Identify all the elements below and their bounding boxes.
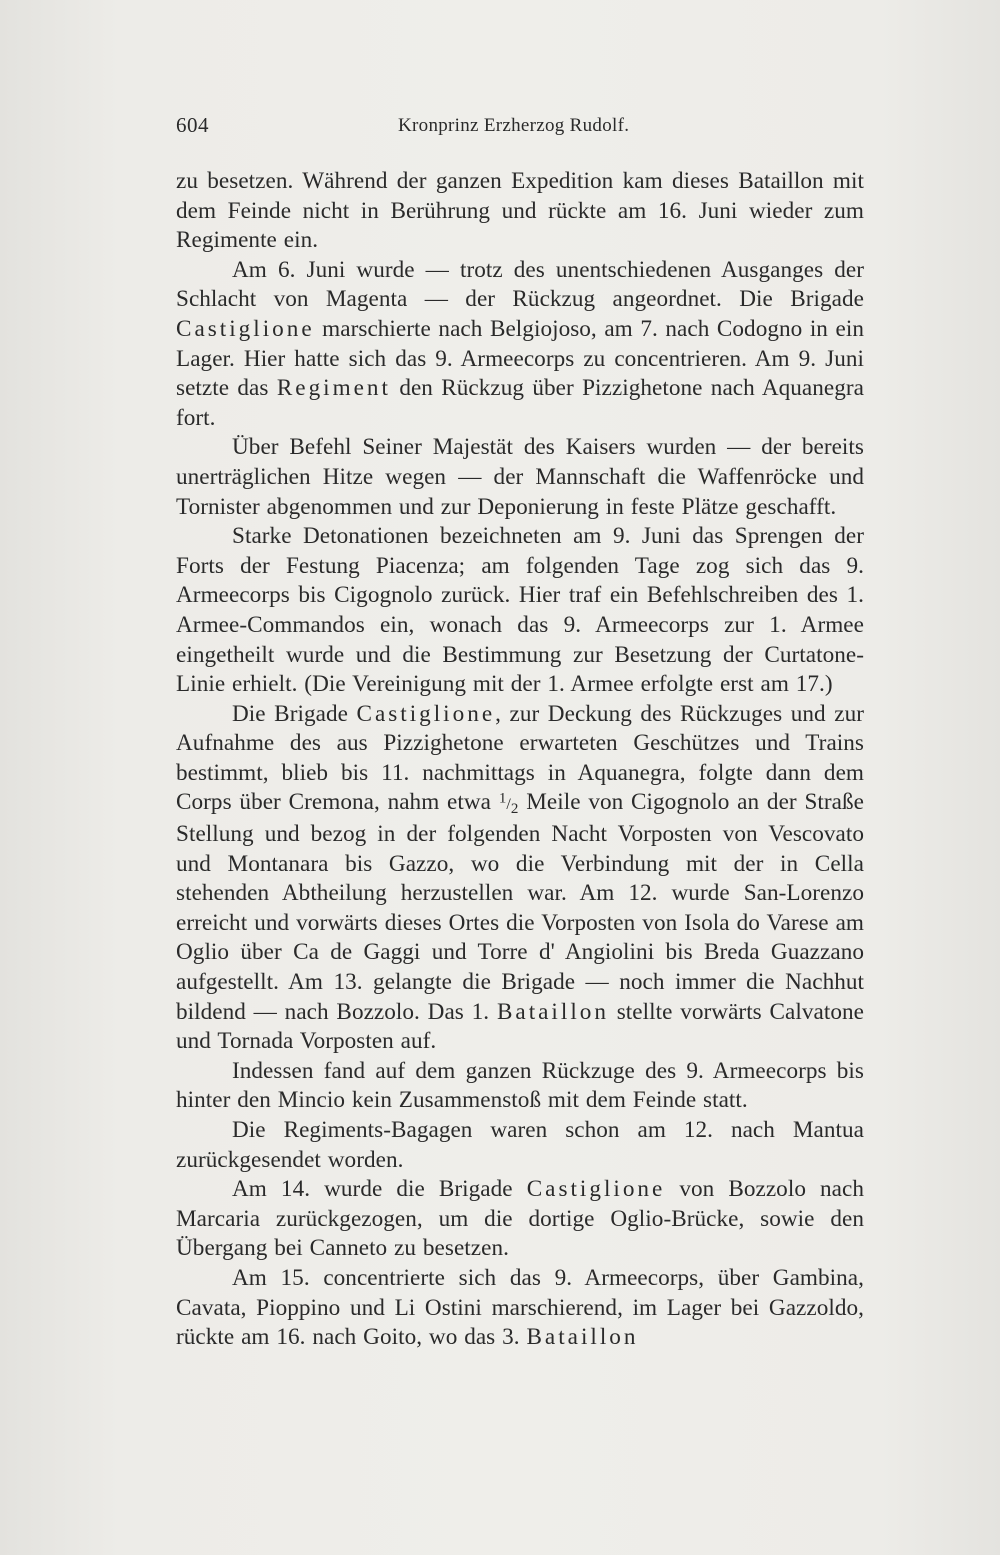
paragraph xyxy=(176,167,864,256)
text-run: Die Brigade xyxy=(232,700,357,727)
text-run: Am 15. concentrierte sich das 9. Armeecorps, über Gambina, Cavata, Pioppino und Li Ostini marschierend, im Lager bei Gazzoldo, rückte am 16. nach Goito, wo das 3. xyxy=(176,1264,864,1351)
text-run: den Rückzug über Pizzighetone nach Aquanegra fort. xyxy=(176,375,864,431)
page-body xyxy=(176,167,864,1353)
text-run: stellte vorwärts Calvatone und Tornada Vorposten auf. xyxy=(176,998,864,1055)
paragraph xyxy=(176,1264,864,1353)
text-run: Meile von Cigognolo an der Straße Stellung und bezog in der folgenden Nacht Vorposten von Vescovato und Montanara bis Gazzo, wo die Verbindung mit der in Cella stehenden Abtheilung herzustellen war. Am 12. wurde San-Lorenzo erreicht und vorwärts dieses Ortes die Vorposten von Isola do Varese am Oglio über Ca de Gaggi und Torre d' Angiolini bis Breda Guazzano aufgestellt. Am 13. gelangte die Brigade — noch immer die Nachhut bildend — nach Bozzolo. Das 1. xyxy=(176,789,864,1025)
spaced-word: Bataillon xyxy=(526,1324,639,1351)
text-run: Am 6. Juni wurde — trotz des unentschiedenen Ausganges der Schlacht von Magenta — der Rückzug angeordnet. Die Brigade xyxy=(176,256,864,313)
spaced-name: Castiglione xyxy=(526,1176,666,1203)
text-run: marschierte nach Belgiojoso, am 7. nach Codogno in ein Lager. Hier hatte sich das 9. Armeecorps zu concentrieren. Am 9. Juni setzte das xyxy=(176,315,864,402)
paragraph xyxy=(176,1175,864,1264)
text-run: Am 14. wurde die Brigade xyxy=(232,1176,527,1203)
paragraph xyxy=(176,700,864,1057)
text-run: Starke Detonationen bezeichneten am 9. Juni das Sprengen der Forts der Festung Piacenza; am folgenden Tage zog sich das 9. Armeecorps bis Cigognolo zurück. Hier traf ein Befehlschreiben des 1. Armee-Commandos ein, wonach das 9. Armeecorps zur 1. Armee eingetheilt wurde und die Bestimmung zur Besetzung der Curtatone-Linie erhielt. (Die Vereinigung mit der 1. Armee erfolgte erst am 17.) xyxy=(176,523,864,698)
paragraph xyxy=(176,522,864,700)
paragraph xyxy=(176,256,864,434)
paragraph xyxy=(176,1116,864,1175)
fraction-numerator: 1 xyxy=(498,791,507,808)
page-header xyxy=(176,113,864,147)
text-run: Über Befehl Seiner Majestät des Kaisers wurden — der bereits unerträglichen Hitze wegen — der Mannschaft die Waffenröcke und Tornister abgenommen und zur Deponierung in feste Plätze geschafft. xyxy=(176,434,864,520)
spaced-name: Castiglione xyxy=(176,315,315,342)
text-run: Indessen fand auf dem ganzen Rückzuge des 9. Armeecorps bis hinter den Mincio kein Zusammenstoß mit dem Feinde statt. xyxy=(176,1057,864,1114)
fraction-denominator: 2 xyxy=(510,801,519,818)
text-run: , zur Deckung des Rückzuges und zur Aufnahme des aus Pizzighetone erwarteten Geschützes und Trains bestimmt, blieb bis 11. nachmittags in Aquanegra, folgte dann dem Corps über Cremona, nahm etwa xyxy=(176,700,864,816)
fraction: $^1/_2$ xyxy=(498,791,519,818)
text-run: Die Regiments-Bagagen waren schon am 12. nach Mantua zurückgesendet worden. xyxy=(176,1117,864,1173)
spaced-word: Regiment xyxy=(276,375,391,402)
running-head: Kronprinz Erzherzog Rudolf. xyxy=(398,115,630,136)
spaced-word: Bataillon xyxy=(496,998,609,1025)
text-run: zu besetzen. Während der ganzen Expedition kam dieses Bataillon mit dem Feinde nicht in Berührung und rückte am 16. Juni wieder zum Regimente ein. xyxy=(176,168,864,254)
paragraph xyxy=(176,433,864,522)
page-number: 604 xyxy=(176,113,209,137)
paragraph xyxy=(176,1057,864,1116)
text-run: von Bozzolo nach Marcaria zurückgezogen, um die dortige Oglio-Brücke, sowie den Übergang bei Canneto zu besetzen. xyxy=(176,1176,864,1262)
spaced-name: Castiglione xyxy=(356,700,496,727)
